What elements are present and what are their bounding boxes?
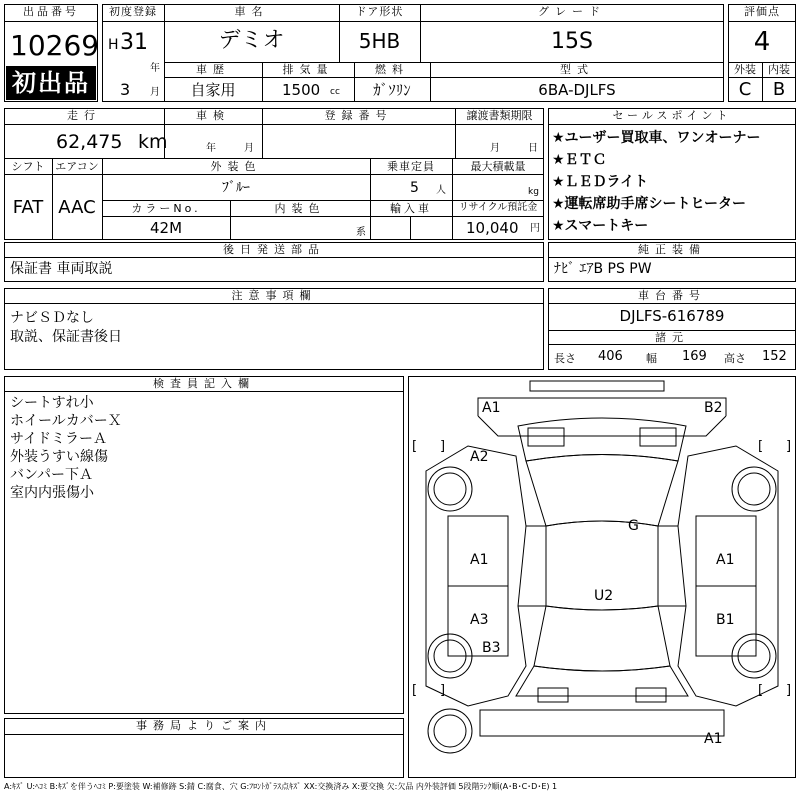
load-unit: kg [528,187,539,197]
displacement-unit: cc [330,87,340,97]
inspector-label: 検査員記入欄 [153,377,255,390]
mileage: 62,475 [56,131,123,153]
door-label: ドア形状 [355,5,404,18]
exterior-label: 外装 [734,63,756,76]
bracket-right-4: ] [786,683,792,698]
sales-point-5: ★スマートキー [552,218,649,234]
ac: AAC [58,197,96,218]
interior-color-unit: 系 [356,227,366,238]
mark-front-left: A1 [482,400,501,416]
length-label: 長さ [554,352,576,365]
chassis-label: 車台番号 [638,289,706,302]
width: 169 [682,349,707,364]
mark-left-fender: A2 [470,449,489,465]
shift: FAT [12,197,44,218]
bracket-right-2: ] [786,439,792,454]
inspector-line-5: バンパー下Ａ [10,467,94,483]
displacement-label: 排気量 [282,63,334,76]
office-label: 事務局よりご案内 [136,719,272,732]
reg-year: 31 [120,30,148,55]
inspection-month-unit: 月 [244,143,254,154]
inspector-line-6: 室内内張傷小 [10,485,94,501]
bracket-left-3: [ [412,683,418,698]
model: 6BA-DJLFS [538,81,616,99]
later-parts-value: 保証書 車両取説 [10,261,113,277]
mark-windshield: G [628,518,639,534]
mileage-label: 走行 [67,109,101,122]
bracket-left-2: [ [758,439,764,454]
car-diagram [408,376,796,778]
mark-right-front-door: A1 [716,552,735,568]
grade: 15S [551,29,593,54]
mark-left-rear-door: A3 [470,612,489,628]
mark-front-right: B2 [704,400,723,416]
month-unit: 月 [150,87,160,98]
transfer-day-unit: 日 [528,143,538,154]
grade-label: グレード [538,5,606,18]
interior-label: 内装 [768,63,790,76]
reg-month: 3 [120,80,131,99]
score-label: 評価点 [744,5,780,18]
interior-grade: B [772,79,786,100]
import-label: 輸入車 [390,202,432,215]
sales-point-1: ★ユーザー買取車、ワンオーナー [552,130,761,146]
sales-point-2: ★ＥＴＣ [552,152,607,168]
car-name: デミオ [218,28,285,53]
legend: A:ｷｽﾞ U:ﾍｺﾐ B:ｷｽﾞを伴うﾍｺﾐ P:要塗装 W:補修跡 S:錆 C:腐食、穴 G:ﾌﾛﾝﾄｶﾞﾗｽ点ｷｽﾞ XX:交換済み X:要交換 欠:欠品 内外装評価 5段階ﾗﾝｸ順(A･B･C･D･E) 1 [4,782,558,791]
mark-roof: U2 [594,588,614,604]
first-listing-badge: 初出品 [6,66,96,100]
door-type: 5HB [358,29,401,53]
later-parts-label: 後日発送部品 [223,243,325,256]
height-label: 高さ [724,352,746,365]
bracket-left-1: [ [412,439,418,454]
color-no: 42M [149,219,183,237]
inspection-label: 車検 [196,109,230,122]
first-reg-label: 初度登録 [109,5,157,18]
mark-left-front-door: A1 [470,552,489,568]
mileage-unit: km [138,131,168,153]
chassis-number: DJLFS-616789 [619,307,725,325]
mark-left-rear-quarter: B3 [482,640,501,656]
bracket-left-4: [ [758,683,764,698]
recycle-label: リサイクル預託金 [458,202,538,213]
era: H [108,37,119,53]
history: 自家用 [190,81,236,99]
load-label: 最大積載量 [470,160,526,173]
notes-line-1: ナビＳＤなし [10,310,94,326]
interior-color-label: 内装色 [274,202,326,215]
bracket-right-1: ] [440,439,446,454]
height: 152 [762,349,787,364]
capacity-label: 乗車定員 [387,160,435,173]
dims-label: 諸元 [655,331,689,344]
sales-point-3: ★ＬＥＤライト [552,174,649,190]
inspection-year-unit: 年 [206,143,216,154]
notes-line-2: 取説、保証書後日 [10,329,122,345]
notes-label: 注意事項欄 [231,289,317,302]
inspector-line-1: シートすれ小 [10,395,94,411]
recycle: 10,040 [466,219,519,237]
mark-rear-bumper: A1 [704,731,723,747]
recycle-unit: 円 [530,223,540,234]
color-no-label: カラーNo. [131,202,201,215]
model-label: 型式 [560,63,594,76]
genuine-value: ﾅﾋﾞ ｴｱB PS PW [554,261,652,277]
reg-number-label: 登録番号 [324,109,393,122]
fuel-label: 燃料 [375,63,409,76]
shift-label: シフト [11,160,45,173]
bracket-right-3: ] [440,683,446,698]
capacity-unit: 人 [436,185,446,196]
sales-points-label: セールスポイント [612,109,732,122]
fuel: ｶﾞｿﾘﾝ [373,81,411,99]
ac-label: エアコン [55,160,99,173]
capacity: 5 [410,180,419,196]
length: 406 [598,349,623,364]
inspector-line-3: サイドミラーＡ [10,431,108,447]
transfer-month-unit: 月 [490,143,500,154]
score: 4 [753,27,771,57]
lot-label: 出品番号 [23,5,79,18]
color: ﾌﾞﾙｰ [222,180,250,196]
car-name-label: 車名 [234,5,269,18]
displacement: 1500 [282,81,321,99]
inspector-line-2: ホイールカバーＸ [10,413,122,429]
color-label: 外装色 [210,160,262,173]
transfer-label: 譲渡書類期限 [466,109,533,122]
genuine-label: 純正装備 [638,243,706,256]
exterior-grade: C [738,79,752,100]
mark-right-rear-door: B1 [716,612,735,628]
width-label: 幅 [646,352,657,365]
lot-number: 10269 [10,29,100,62]
history-label: 車歴 [196,63,230,76]
inspector-line-4: 外装うすい線傷 [10,449,108,465]
year-unit: 年 [150,63,160,74]
sales-point-4: ★運転席助手席シートヒーター [552,196,746,212]
